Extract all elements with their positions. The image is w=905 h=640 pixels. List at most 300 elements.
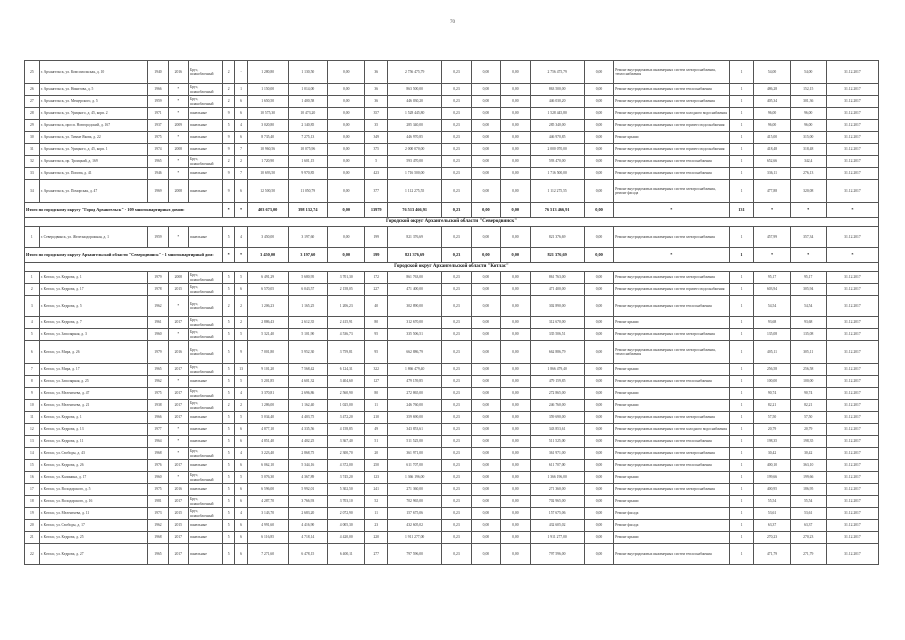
table-cell: 477,88 — [754, 180, 790, 203]
table-cell: 31.12.2017 — [826, 61, 878, 84]
table-cell: 611 707,00 — [530, 460, 584, 472]
table-cell: 0,00 — [501, 544, 530, 565]
table-cell: 1968 — [148, 532, 168, 544]
table-cell: 0,00 — [584, 496, 613, 508]
table-cell: 1 — [729, 144, 754, 156]
work-type-cell: Ремонт внутридомовых инженерных систем теплоснабжения — [614, 84, 729, 96]
work-type-cell: Ремонт внутридомовых инженерных систем электроснабжения — [614, 227, 729, 248]
subtotal-cell: * — [222, 248, 234, 263]
table-cell: 4 403,75 — [288, 412, 328, 424]
table-cell: 4 991,60 — [247, 520, 288, 532]
table-cell: 0,23 — [442, 484, 471, 496]
table-cell: 7 001,80 — [247, 341, 288, 364]
wall-material-cell: панельные — [189, 376, 223, 388]
table-cell: 6 124,31 — [328, 364, 365, 376]
table-cell: 5 — [25, 329, 40, 341]
table-cell: 0,23 — [442, 532, 471, 544]
table-cell: 28 — [25, 108, 40, 120]
table-cell: 31.12.2017 — [826, 284, 878, 296]
table-cell: 377 — [365, 180, 388, 203]
wall-material-cell: Брус, шлакоблочный — [189, 272, 223, 284]
table-cell: 0,00 — [328, 168, 365, 180]
municipality-title: Городской округ Архангельской области "Северодвинск" — [25, 218, 879, 227]
table-cell: 2017 — [168, 532, 188, 544]
table-cell: 3 370,81 — [247, 388, 288, 400]
table-cell: 2 — [222, 400, 234, 412]
address-cell: г. Котлас, ул. Кедрова, д. 27 — [39, 544, 148, 565]
table-cell: 6 116,85 — [247, 532, 288, 544]
table-cell: 26 — [25, 84, 40, 96]
table-cell: 93,68 — [754, 317, 790, 329]
address-cell: г. Котлас, ул. Кедрова, д. 7 — [39, 317, 148, 329]
table-cell: 3 450,00 — [247, 227, 288, 248]
table-cell: * — [168, 329, 188, 341]
table-cell: 0,23 — [442, 424, 471, 436]
table-cell: 31 — [25, 144, 40, 156]
table-cell: 5 — [222, 227, 234, 248]
table-cell: 5 — [235, 272, 247, 284]
table-cell: 0,23 — [442, 84, 471, 96]
table-cell: 0,00 — [501, 496, 530, 508]
work-type-cell: Ремонт фасада — [614, 520, 729, 532]
table-cell: 0,00 — [471, 317, 500, 329]
table-cell: 1973 — [148, 508, 168, 520]
table-cell: 3 766,93 — [288, 496, 328, 508]
table-cell: 2008 — [168, 180, 188, 203]
table-cell: 2 886,43 — [247, 317, 288, 329]
table-cell: 0,00 — [471, 227, 500, 248]
table-cell: 0,00 — [471, 532, 500, 544]
table-cell: 4 877,10 — [247, 424, 288, 436]
table-cell: 1975 — [148, 132, 168, 144]
work-type-cell: Ремонт внутридомовых инженерных систем электроснабжения — [614, 329, 729, 341]
table-cell: 5 — [222, 520, 234, 532]
table-cell: 4 416,90 — [288, 520, 328, 532]
table-row — [25, 484, 879, 496]
table-cell: 9 — [25, 388, 40, 400]
table-cell: 35 — [365, 120, 388, 132]
table-cell: 1 — [729, 460, 754, 472]
table-cell: 96,00 — [754, 108, 790, 120]
table-cell: 31.12.2017 — [826, 84, 878, 96]
work-type-cell: Ремонт крыши — [614, 496, 729, 508]
table-cell: 423 — [365, 168, 388, 180]
table-cell: 432 605,02 — [388, 520, 442, 532]
table-cell: 0,23 — [442, 284, 471, 296]
table-cell: 446 970,85 — [530, 132, 584, 144]
table-cell: 0,23 — [442, 472, 471, 484]
table-row — [25, 329, 879, 341]
table-cell: 1 — [729, 424, 754, 436]
table-cell: 0,00 — [471, 84, 500, 96]
table-cell: 0,23 — [442, 400, 471, 412]
table-cell: 1976 — [148, 460, 168, 472]
table-cell: 31.12.2017 — [826, 436, 878, 448]
table-cell: 31.12.2017 — [826, 364, 878, 376]
table-cell: 0,00 — [328, 108, 365, 120]
table-cell: 6 — [235, 460, 247, 472]
table-cell: 0,00 — [584, 108, 613, 120]
table-cell: 405,11 — [754, 341, 790, 364]
table-cell: 1 — [729, 296, 754, 317]
table-cell: 31.12.2017 — [826, 424, 878, 436]
table-cell: 3 197,60 — [288, 227, 328, 248]
table-cell: 1 716 500,00 — [530, 168, 584, 180]
table-cell: 31.12.2017 — [826, 156, 878, 168]
table-cell: 4 287,70 — [247, 496, 288, 508]
table-cell: 593 470,00 — [388, 156, 442, 168]
table-cell: 6 — [235, 424, 247, 436]
subtotal-cell: 13979 — [365, 203, 388, 218]
table-cell: 20,79 — [790, 424, 826, 436]
table-cell: 1 — [729, 227, 754, 248]
work-type-cell: Ремонт внутридомовых инженерных систем теплоснабжения — [614, 376, 729, 388]
table-cell: 1 366 196,00 — [530, 472, 584, 484]
table-cell: 0,00 — [328, 227, 365, 248]
table-cell: 0,23 — [442, 508, 471, 520]
subtotal-cell: 403 673,00 — [247, 203, 288, 218]
table-cell: 611 707,00 — [388, 460, 442, 472]
work-type-cell: Ремонт внутридомовых инженерных систем теплоснабжения — [614, 296, 729, 317]
work-type-cell: Ремонт крыши — [614, 132, 729, 144]
table-cell: 5 — [222, 532, 234, 544]
table-cell: 1978 — [148, 284, 168, 296]
table-cell: 1 112 275,55 — [530, 180, 584, 203]
table-cell: 5 — [235, 376, 247, 388]
table-cell: 2017 — [168, 388, 188, 400]
wall-material-cell: Брус, шлакоблочный — [189, 156, 223, 168]
table-cell: 6 — [235, 96, 247, 108]
table-cell: 20 — [365, 448, 388, 460]
table-cell: 90,74 — [790, 388, 826, 400]
table-cell: 6 400,11 — [328, 544, 365, 565]
table-cell: 1 — [729, 388, 754, 400]
work-type-cell: Ремонт внутридомовых инженерных систем электроснабжения — [614, 484, 729, 496]
wall-material-cell: панельные — [189, 436, 223, 448]
table-cell: 1 — [729, 532, 754, 544]
table-cell: 0,00 — [501, 329, 530, 341]
table-row — [25, 96, 879, 108]
table-cell: 662 886,79 — [388, 341, 442, 364]
subtotal-cell: * — [614, 203, 729, 218]
address-cell: г. Котлас, ул. Кедрова, д. 13 — [39, 424, 148, 436]
table-cell: 0,00 — [584, 296, 613, 317]
table-cell: 0,23 — [442, 520, 471, 532]
table-cell: 0,23 — [442, 156, 471, 168]
table-cell: 0,00 — [584, 436, 613, 448]
table-cell: 0,23 — [442, 364, 471, 376]
address-cell: г. Котлас, ул. Кедрова, д. 1 — [39, 412, 148, 424]
table-cell: 2017 — [168, 544, 188, 565]
table-cell: 486,28 — [754, 84, 790, 96]
table-cell: 3 367,40 — [328, 436, 365, 448]
subtotal-cell: * — [754, 248, 790, 263]
table-cell: 1 150,00 — [247, 84, 288, 96]
table-cell: * — [168, 168, 188, 180]
table-cell: 4 005,30 — [328, 520, 365, 532]
table-cell: 6 062,10 — [247, 460, 288, 472]
table-cell: 0,23 — [442, 544, 471, 565]
wall-material-cell: панельные — [189, 544, 223, 565]
table-cell: 5 — [222, 341, 234, 364]
table-cell: 357 — [365, 108, 388, 120]
table-cell: 418,48 — [754, 144, 790, 156]
table-cell: 271 360,00 — [388, 484, 442, 496]
wall-material-cell: панельные — [189, 108, 223, 120]
table-cell: 5 — [365, 156, 388, 168]
table-cell: 0,00 — [471, 296, 500, 317]
table-cell: 302 890,00 — [388, 296, 442, 317]
table-cell: 1959 — [148, 96, 168, 108]
work-type-cell: Ремонт внутридомовых инженерных систем электроснабжения, теплоснабжения — [614, 341, 729, 364]
table-cell: 1 — [729, 168, 754, 180]
table-cell: 5 — [222, 120, 234, 132]
table-cell: 0,00 — [501, 436, 530, 448]
wall-material-cell: панельные — [189, 144, 223, 156]
table-cell: 0,00 — [471, 388, 500, 400]
address-cell: г. Котлас, ул. Кедрова, д. 5 — [39, 296, 148, 317]
wall-material-cell: Брус, шлакоблочный — [189, 508, 223, 520]
subtotal-cell: 821 376,69 — [388, 248, 442, 263]
table-cell: 0,00 — [471, 144, 500, 156]
subtotal-cell: 131 — [729, 203, 754, 218]
table-cell: 5 076,30 — [247, 472, 288, 484]
table-cell: 4 158,85 — [328, 424, 365, 436]
table-cell: 821 376,69 — [530, 227, 584, 248]
table-cell: 0,00 — [501, 180, 530, 203]
table-cell: 272 865,00 — [388, 388, 442, 400]
table-cell: 0,00 — [471, 400, 500, 412]
table-row — [25, 132, 879, 144]
table-cell: 4 — [235, 388, 247, 400]
table-cell: 21 — [25, 532, 40, 544]
table-cell: 31.12.2017 — [826, 168, 878, 180]
table-cell: 0,00 — [328, 120, 365, 132]
table-cell: 6 — [235, 180, 247, 203]
table-cell: 4 718,14 — [288, 532, 328, 544]
table-cell: 0,00 — [328, 84, 365, 96]
table-row — [25, 144, 879, 156]
table-cell: 4 601,32 — [288, 376, 328, 388]
table-row — [25, 472, 879, 484]
table-cell: 2 158,05 — [328, 284, 365, 296]
table-cell: 1 — [729, 329, 754, 341]
table-cell: 446 030,20 — [530, 96, 584, 108]
table-cell: 198,35 — [790, 436, 826, 448]
table-row — [25, 120, 879, 132]
table-cell: 5 — [222, 496, 234, 508]
table-cell: 0,00 — [471, 460, 500, 472]
table-cell: 0,23 — [442, 96, 471, 108]
table-cell: 0,00 — [471, 496, 500, 508]
wall-material-cell: панельные — [189, 460, 223, 472]
table-cell: * — [168, 84, 188, 96]
wall-material-cell: Брус, шлакоблочный — [189, 96, 223, 108]
table-cell: 1 — [729, 496, 754, 508]
table-cell: 400,10 — [754, 460, 790, 472]
table-cell: 1 — [729, 412, 754, 424]
table-cell: 6 596,00 — [247, 484, 288, 496]
table-cell: 0,23 — [442, 227, 471, 248]
work-type-cell: Ремонт крыши — [614, 317, 729, 329]
table-cell: 23 — [365, 520, 388, 532]
work-type-cell: Ремонт внутридомовых инженерных систем теплоснабжения — [614, 156, 729, 168]
table-cell: 1965 — [148, 364, 168, 376]
subtotal-cell: 76 513 466,91 — [530, 203, 584, 218]
address-cell: г. Котлас, ул. Заполярная, д. 3 — [39, 329, 148, 341]
table-cell: 861 763,00 — [388, 272, 442, 284]
table-cell: 1979 — [148, 272, 168, 284]
table-row — [25, 296, 879, 317]
work-type-cell: Ремонт внутридомовых инженерных систем горячего водоснабжения — [614, 144, 729, 156]
table-cell: 0,00 — [584, 284, 613, 296]
table-cell: 9 970,85 — [288, 168, 328, 180]
table-cell: 6 — [235, 132, 247, 144]
wall-material-cell: Брус, шлакоблочный — [189, 84, 223, 96]
table-cell: 0,00 — [584, 520, 613, 532]
wall-material-cell: Брус, шлакоблочный — [189, 388, 223, 400]
address-cell: г. Архангельск, ул. Никитова, д. 5 — [39, 84, 148, 96]
table-cell: 1959 — [148, 227, 168, 248]
table-cell: 2 — [235, 296, 247, 317]
table-row — [25, 84, 879, 96]
table-cell: 9 101,20 — [247, 364, 288, 376]
work-type-cell: Ремонт внутридомовых инженерных систем холодного водоснабжения — [614, 108, 729, 120]
table-cell: 0,00 — [584, 460, 613, 472]
table-cell: 1 — [729, 448, 754, 460]
table-cell: 0,00 — [584, 120, 613, 132]
table-cell: 31.12.2017 — [826, 520, 878, 532]
table-cell: 3 745,20 — [328, 472, 365, 484]
table-cell: 2 415,91 — [328, 317, 365, 329]
subtotal-cell: 398 132,74 — [288, 203, 328, 218]
table-cell: 863 500,00 — [530, 84, 584, 96]
table-cell: 1 911 277,00 — [388, 532, 442, 544]
subtotal-cell: 76 513 466,91 — [388, 203, 442, 218]
table-cell: 31.12.2017 — [826, 448, 878, 460]
table-cell: 31.12.2017 — [826, 496, 878, 508]
table-cell: 82,21 — [754, 400, 790, 412]
table-cell: 1 528 445,80 — [388, 108, 442, 120]
table-cell: 10 075,96 — [288, 144, 328, 156]
table-cell: 1 601,15 — [288, 156, 328, 168]
table-cell: 0,00 — [471, 508, 500, 520]
table-cell: 0,00 — [471, 284, 500, 296]
table-cell: 6 — [235, 544, 247, 565]
work-type-cell: Ремонт внутридомовых инженерных систем теплоснабжения — [614, 168, 729, 180]
table-cell: 0,00 — [471, 168, 500, 180]
table-cell: 5 — [222, 424, 234, 436]
address-cell: г. Котлас, ул. Кедрова, д. 11 — [39, 436, 148, 448]
table-cell: 9 — [222, 132, 234, 144]
subtotal-cell: * — [826, 203, 878, 218]
table-cell: 54,00 — [754, 61, 790, 84]
work-type-cell: Ремонт внутридомовых инженерных систем теплоснабжения — [614, 460, 729, 472]
table-row — [25, 544, 879, 565]
table-cell: 0,00 — [471, 376, 500, 388]
table-cell: 13 — [25, 436, 40, 448]
table-cell: 471 400,00 — [530, 284, 584, 296]
table-cell: 4 420,00 — [328, 532, 365, 544]
table-cell: 0,00 — [471, 436, 500, 448]
table-cell: 12 500,50 — [247, 180, 288, 203]
table-cell: 31.12.2017 — [826, 544, 878, 565]
table-cell: 0,00 — [501, 388, 530, 400]
wall-material-cell: Брус, шлакоблочный — [189, 472, 223, 484]
subtotal-cell: 1 — [729, 248, 754, 263]
table-cell: 18 — [25, 496, 40, 508]
wall-material-cell: Брус, шлакоблочный — [189, 284, 223, 296]
address-cell: г. Архангельск, ул. Мещерского, д. 5 — [39, 96, 148, 108]
table-cell: 702 965,00 — [388, 496, 442, 508]
table-cell: 246 760,00 — [388, 400, 442, 412]
table-cell: 272 865,00 — [530, 388, 584, 400]
table-cell: * — [168, 448, 188, 460]
table-cell: 2 — [235, 156, 247, 168]
table-cell: 1 — [729, 180, 754, 203]
wall-material-cell: Брус, шлакоблочный — [189, 364, 223, 376]
table-cell: 1 — [25, 272, 40, 284]
table-cell: 1960 — [148, 472, 168, 484]
table-cell: * — [168, 296, 188, 317]
subtotal-cell: 0,00 — [501, 248, 530, 263]
subtotal-cell: * — [235, 248, 247, 263]
address-cell: г. Котлас, ул. Мелентьева, д. 11 — [39, 508, 148, 520]
address-cell: г. Котлас, ул. Заполярная, д. 25 — [39, 376, 148, 388]
address-cell: г. Котлас, ул. Калинина, д. 17 — [39, 472, 148, 484]
table-cell: 0,00 — [501, 412, 530, 424]
table-cell: 0,00 — [584, 84, 613, 96]
table-cell: 55,54 — [790, 496, 826, 508]
table-row — [25, 341, 879, 364]
table-cell: 0,00 — [471, 132, 500, 144]
table-cell: 5 — [222, 388, 234, 400]
work-type-cell: Ремонт внутридомовых инженерных систем электроснабжения — [614, 272, 729, 284]
table-cell: 0,23 — [442, 376, 471, 388]
work-type-cell: Ремонт крыши — [614, 400, 729, 412]
wall-material-cell: Брус, шлакоблочный — [189, 296, 223, 317]
table-cell: 31.12.2017 — [826, 376, 878, 388]
table-cell: 0,00 — [328, 132, 365, 144]
table-cell: 186,95 — [790, 484, 826, 496]
table-cell: 2009 — [168, 120, 188, 132]
table-cell: 199,66 — [790, 472, 826, 484]
table-cell: 1 — [729, 364, 754, 376]
work-type-cell: Ремонт внутридомовых инженерных систем электроснабжения — [614, 96, 729, 108]
table-cell: 19 — [25, 508, 40, 520]
address-cell: г. Котлас, ул. Свободы, д. 43 — [39, 448, 148, 460]
table-cell: 127 — [365, 376, 388, 388]
table-cell: 36 — [365, 84, 388, 96]
table-cell: 349 — [365, 132, 388, 144]
table-cell: 6 043,57 — [288, 284, 328, 296]
table-cell: 0,00 — [501, 376, 530, 388]
table-cell: 0,00 — [501, 472, 530, 484]
table-cell: 276,13 — [790, 168, 826, 180]
table-row — [25, 424, 879, 436]
table-cell: 1 — [25, 227, 40, 248]
table-cell: 31.12.2017 — [826, 460, 878, 472]
subtotal-cell: 821 376,69 — [530, 248, 584, 263]
municipality-header-row — [25, 218, 879, 227]
table-cell: 2 683,20 — [288, 508, 328, 520]
table-cell: 2015 — [168, 284, 188, 296]
table-cell: 0,00 — [471, 108, 500, 120]
table-cell: 31.12.2017 — [826, 484, 878, 496]
table-cell: 11 — [365, 400, 388, 412]
table-cell: 285 340,00 — [388, 120, 442, 132]
table-cell: 361 971,00 — [530, 448, 584, 460]
